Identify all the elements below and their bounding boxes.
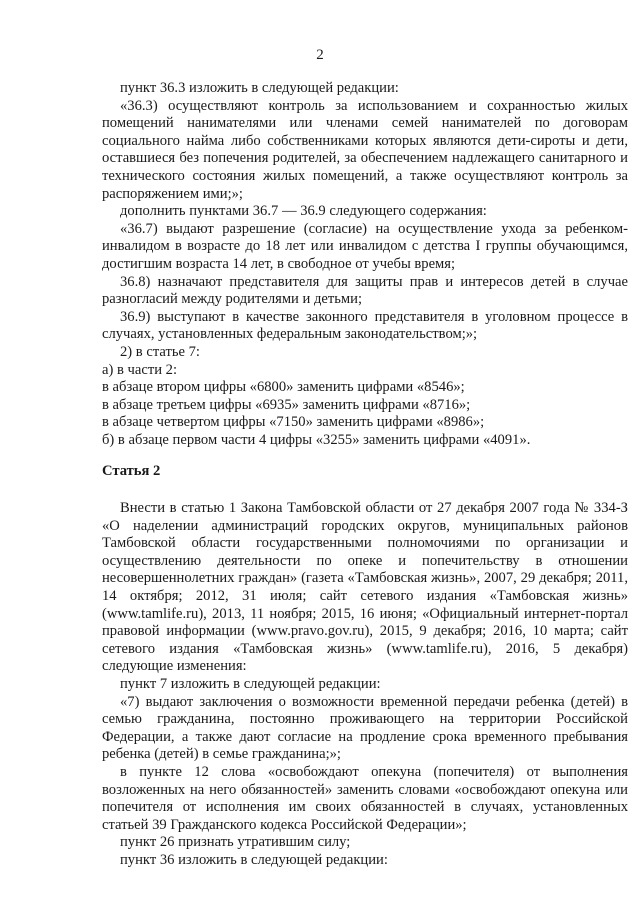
paragraph: в абзаце четвертом цифры «7150» заменить цифрами «8986»; <box>102 414 485 431</box>
paragraph: 36.9) выступают в качестве законного представителя в уголовном процессе в случаях, установленных федеральным законодательством;»; <box>102 308 628 343</box>
paragraph: «36.3) осуществляют контроль за использованием и сохранностью жилых помещений нанимателями или членами семей нанимателей по договорам социального найма либо собственниками которых являются дети-сироты и дети, оставшиеся без попечения родителей, за обеспечением надлежащего санитарного и технического состояния жилых помещений, а также осуществляют контроль за распоряжением ими;»; <box>102 97 628 202</box>
article-heading: Статья 2 <box>102 463 161 479</box>
paragraph: пункт 7 изложить в следующей редакции: <box>120 675 381 692</box>
paragraph: 36.8) назначают представителя для защиты прав и интересов детей в случае разногласий между родителями и детьми; <box>102 273 628 308</box>
paragraph: пункт 36 изложить в следующей редакции: <box>120 851 388 868</box>
paragraph: в пункте 12 слова «освобождают опекуна (попечителя) от выполнения возложенных на него обязанностей» заменить словами «освобождают опекуна или попечителя от исполнения им своих обязанностей в случаях, установленных статьей 39 Гражданского кодекса Российской Федерации»; <box>102 763 628 833</box>
paragraph: 2) в статье 7: <box>120 343 200 360</box>
bottom-section <box>102 500 628 869</box>
paragraph: пункт 26 признать утратившим силу; <box>120 834 351 851</box>
paragraph: «36.7) выдают разрешение (согласие) на осуществление ухода за ребенком-инвалидом в возрасте до 18 лет или инвалидом с детства I группы обучающимся, достигшим возраста 14 лет, в свободное от учебы время; <box>102 220 628 272</box>
paragraph: пункт 36.3 изложить в следующей редакции: <box>120 80 399 96</box>
paragraph: а) в части 2: <box>102 361 178 378</box>
paragraph: в абзаце втором цифры «6800» заменить цифрами «8546»; <box>102 379 465 396</box>
page-number: 2 <box>316 47 324 63</box>
paragraph: «7) выдают заключения о возможности временной передачи ребенка (детей) в семью гражданина, постоянно проживающего на территории Российской Федерации, а также дают согласие на продление срока временного пребывания ребенка (детей) в семье гражданина;»; <box>102 693 628 763</box>
paragraph: Внести в статью 1 Закона Тамбовской области от 27 декабря 2007 года № 334-З «О наделении администраций городских округов, муниципальных районов Тамбовской области государственными полномочиями по организации и осуществлению деятельности по опеке и попечительству в отношении несовершеннолетних граждан» (газета «Тамбовская жизнь», 2007, 29 декабря; 2011, 14 октября; 2012, 31 июля; сайт сетевого издания «Тамбовская жизнь» (www.tamlife.ru), 2013, 11 ноября; 2015, 16 июня; «Официальный интернет-портал правовой информации (www.pravo.gov.ru), 2015, 9 декабря; 2016, 10 марта; сайт сетевого издания «Тамбовская жизнь» (www.tamlife.ru), 2016, 5 декабря) следующие изменения: <box>102 500 628 675</box>
paragraph: б) в абзаце первом части 4 цифры «3255» заменить цифрами «4091». <box>102 431 531 448</box>
top-section <box>102 80 628 449</box>
article-heading-block <box>102 463 628 481</box>
paragraph: дополнить пунктами 36.7 — 36.9 следующего содержания: <box>120 203 487 220</box>
paragraph: в абзаце третьем цифры «6935» заменить цифрами «8716»; <box>102 396 471 413</box>
